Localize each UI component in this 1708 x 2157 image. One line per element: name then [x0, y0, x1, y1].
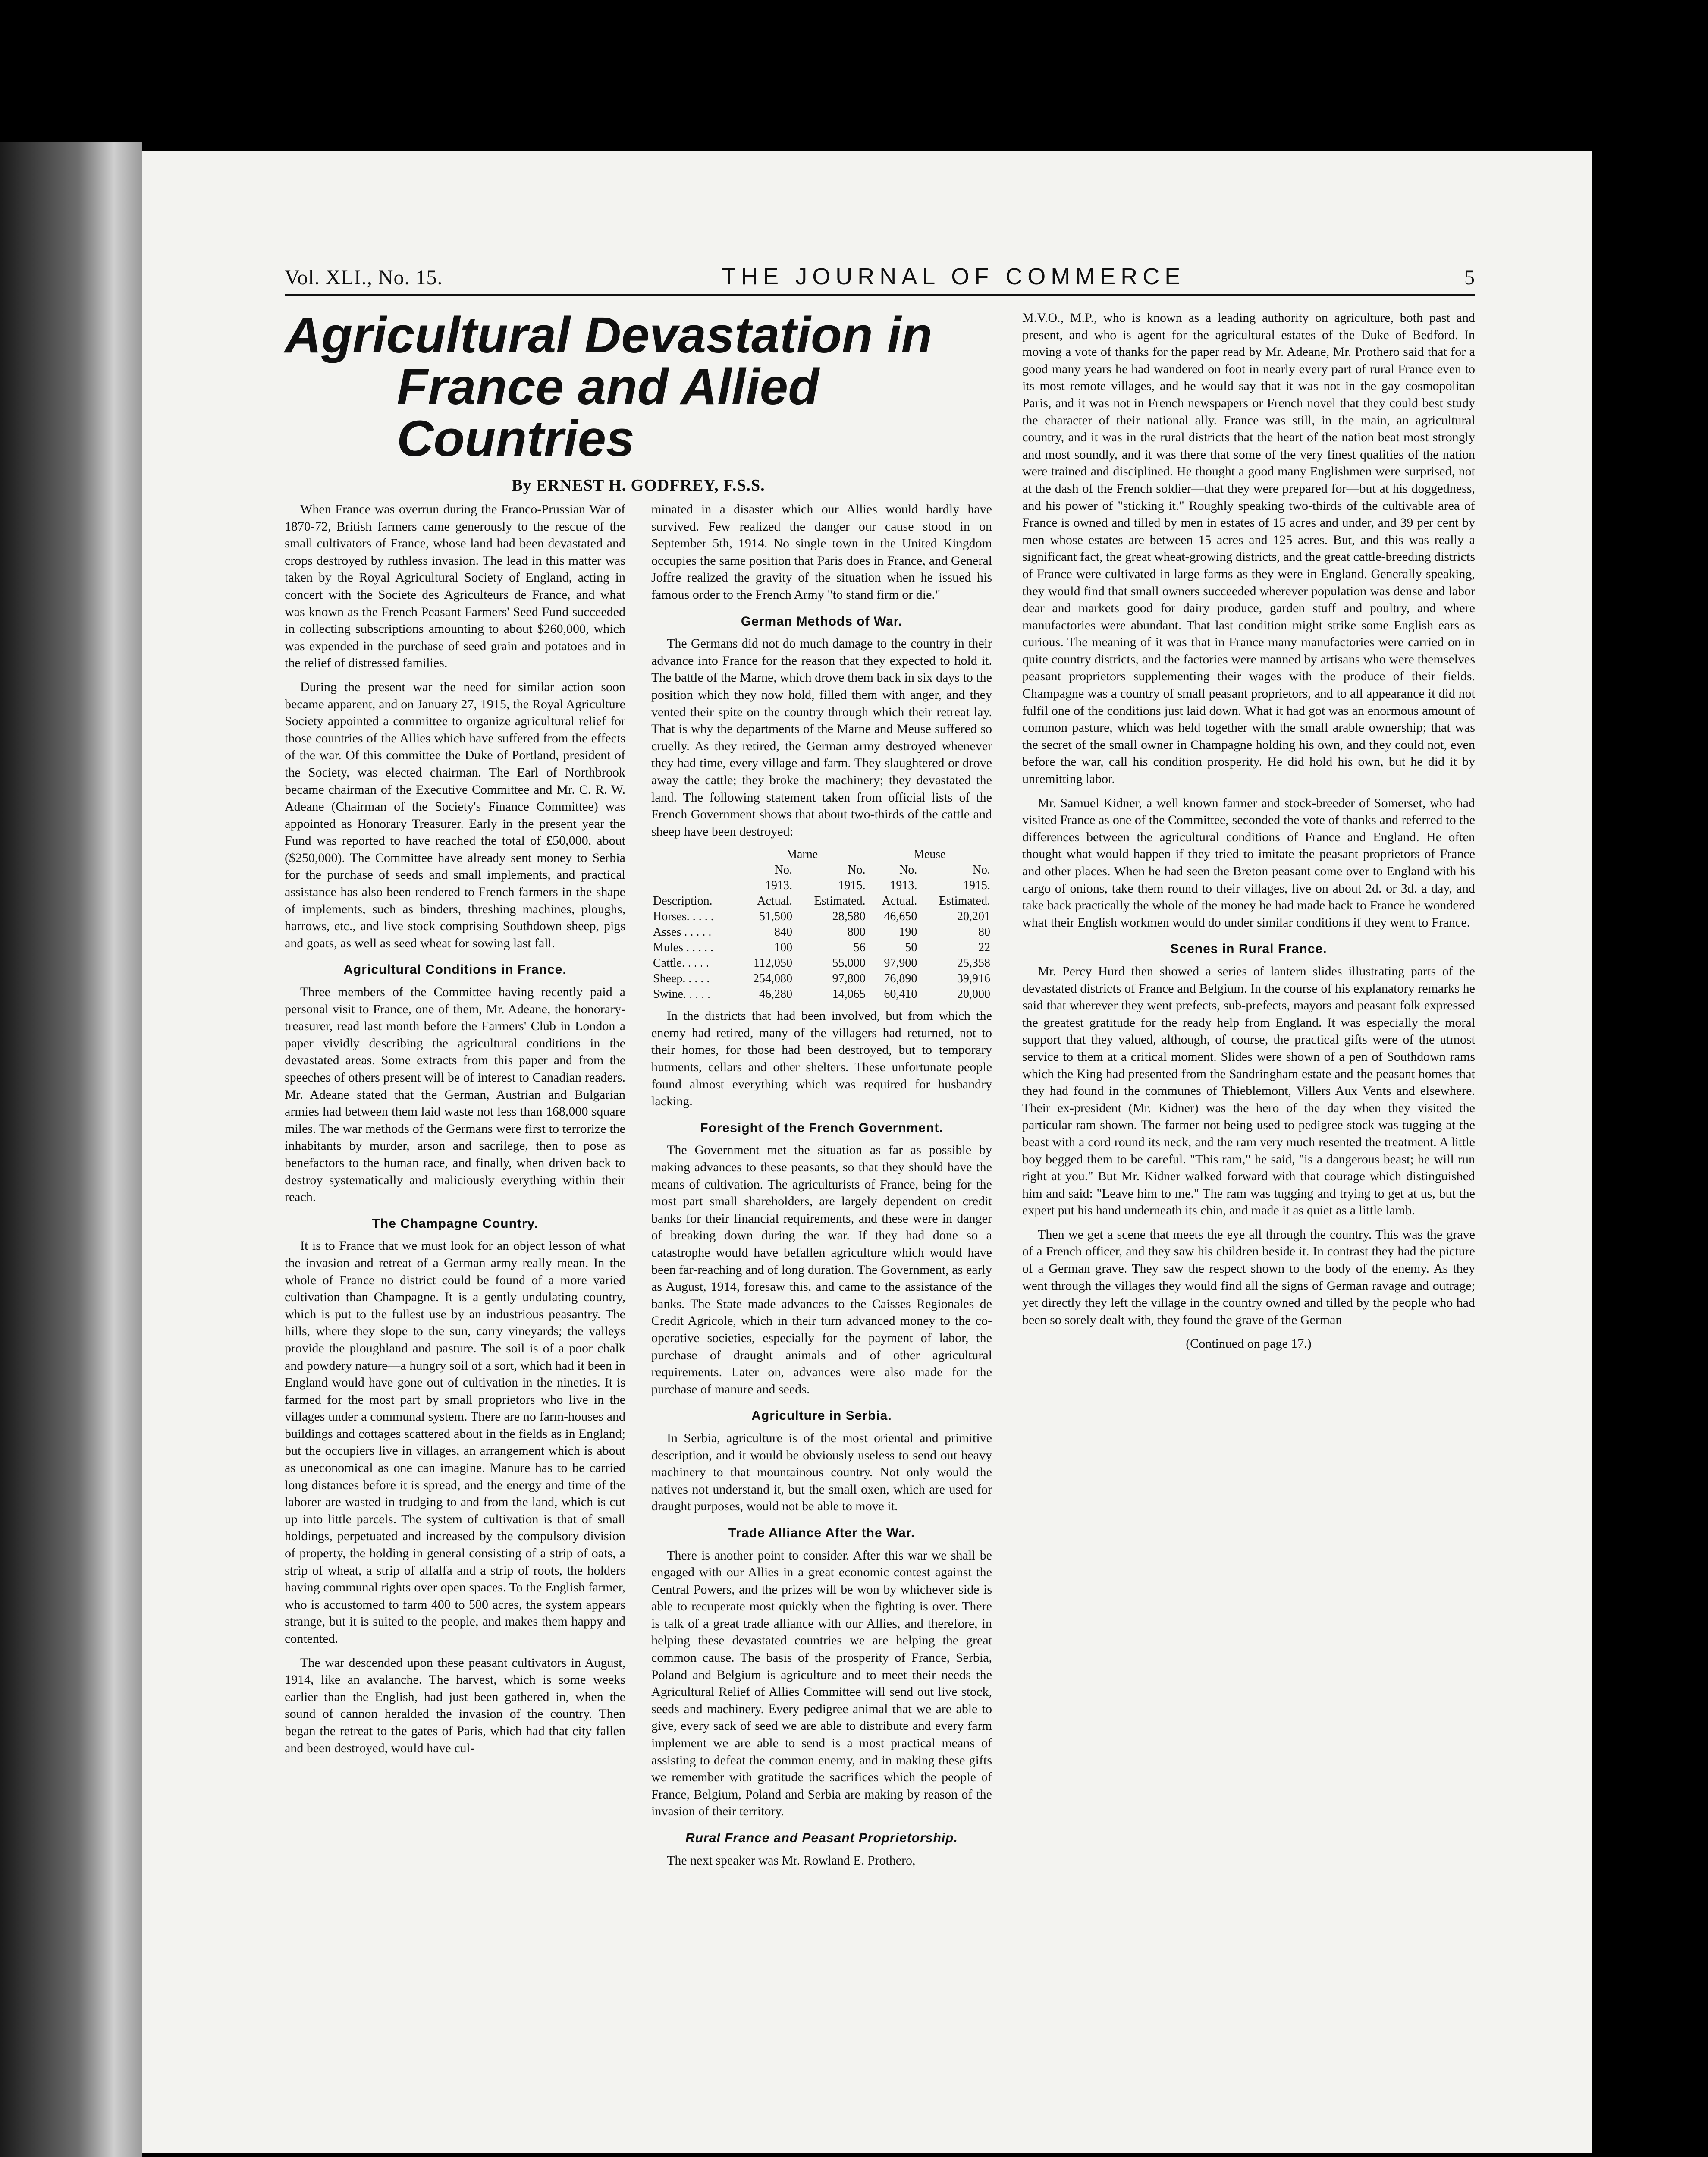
- paragraph: The Germans did not do much damage to the country in their advance into France for the reason that they expected to hold it. The battle of the Marne, which drove them back in six days to the position which they now hold, filled them with anger, and they vented their spite on the country through which their retreat lay. That is why the departments of the Marne and Meuse suffered so cruelly. As they retired, the German army destroyed whenever they had time, every village and farm. They slaughtered or drove away the cattle; they broke the machinery; they devastated the land. The following statement taken from official lists of the French Government shows that about two-thirds of the cattle and sheep have been destroyed:: [651, 636, 992, 839]
- paragraph: When France was overrun during the Franco-Prussian War of 1870-72, British farmers came generously to the rescue of the small cultivators of France, whose land had been devastated and crops destroyed by ruthless invasion. The lead in this matter was taken by the Royal Agricultural Society of England, acting in concert with the Societe des Agriculteurs de France, and what was known as the French Peasant Farmers' Seed Fund succeeded in collecting subscriptions amounting to about $260,000, which was expended in the purchase of seed grain and potatoes and in the relief of distressed families.: [285, 502, 625, 670]
- column-2: [651, 501, 992, 1876]
- paragraph: The next speaker was Mr. Rowland E. Prothero,: [667, 1853, 916, 1868]
- paragraph: In the districts that had been involved, but from which the enemy had retired, many of the villagers had returned, not to their homes, for those had been destroyed, but to temporary hutments, cellars and other shelters. These unfortunate people found almost everything which was required for husbandry lacking.: [651, 1009, 992, 1109]
- table-cell: Sheep. . . . .: [653, 972, 710, 986]
- page-header: [285, 263, 1475, 296]
- journal-title: THE JOURNAL OF COMMERCE: [722, 264, 1186, 289]
- section-heading: Rural France and Peasant Proprietorship.: [685, 1831, 958, 1845]
- table-cell: Cattle. . . . .: [653, 956, 709, 970]
- table-sub-header: No.: [899, 863, 917, 877]
- table-cell: 100: [774, 941, 792, 955]
- table-cell: Mules . . . . .: [653, 941, 713, 955]
- paragraph: Mr. Samuel Kidner, a well known farmer and stock-breeder of Somerset, who had visited France as one of the Committee, seconded the vote of thanks and referred to the differences between the agricultural conditions of France and England. He often thought what would happen if they tried to imitate the peasant proprietors of France and other places. When he had seen the Breton peasant come over to England with his cargo of onions, take them round to their villages, live on about 2d. or 3d. a day, and take back practically the whole of the money he had made back to France he wondered what their English workmen would do under similar conditions if they went to France.: [1022, 796, 1475, 930]
- table-row: [651, 956, 992, 971]
- article-headline: [285, 309, 992, 465]
- paragraph: The war descended upon these peasant cultivators in August, 1914, like an avalanche. The harvest, which is some weeks earlier than the English, had just been gathered in, when the sound of cannon heralded the invasion of the country. Then began the retreat to the gates of Paris, which had that city fallen and been destroyed, would have cul-: [285, 1655, 625, 1755]
- volume-number: Vol. XLI., No. 15.: [285, 266, 443, 289]
- paragraph: Then we get a scene that meets the eye all through the country. This was the grave of a French officer, and they saw his children beside it. In contrast they had the picture of a German grave. They saw the respect shown to the body of the enemy. As they went through the villages they would find all the signs of German ravage and outrage; yet directly they left the village in the country owned and tilled by the people who had been so sorely dealt with, they found the grave of the German: [1022, 1227, 1475, 1327]
- paragraph: There is another point to consider. After this war we shall be engaged with our Allies in a great economic contest against the Central Powers, and the prizes will be won by whichever side is able to recuperate most quickly when the fighting is over. There is talk of a great trade alliance with our Allies, and therefore, in helping these devastated countries we are helping the great common cause. The basis of the prosperity of France, Serbia, Poland and Belgium is agriculture and to meet their needs the Agricultural Relief of Allies Committee will send out live stock, seeds and machinery. Every pedigree animal that we are able to give, every sack of seed we are able to distribute and every farm implement we are able to send is a most practical means of assisting to defeat the common enemy, and in making these gifts we remember with gratitude the sacrifices which the people of France, Belgium, Poland and Serbia are making by reason of the invasion of their territory.: [651, 1548, 992, 1819]
- article-byline: By ERNEST H. GODFREY, F.S.S.: [512, 476, 765, 494]
- table-row: [651, 987, 992, 1002]
- headline-line-2: France and Allied Countries: [397, 358, 819, 467]
- paragraph: It is to France that we must look for an object lesson of what the invasion and retreat of a German army really mean. In the whole of France no district could be found of a more varied cultivation than Champagne. It is a gently undulating country, which is put to the fullest use by an industrious peasantry. The hills, where they slope to the sun, carry vineyards; the valleys provide the ploughland and pasture. The soil is of a poor chalk and powdery nature—a hungry soil of a sort, which had it been in England would have gone out of cultivation in the nineties. It is farmed for the most part by small proprietors who live in the villages under a communal system. There are no farm-houses and buildings and cottages scattered about in the fields as in England; but the occupiers live in villages, an arrangement which is about as uneconomical as one can imagine. Manure has to be carried long distances before it is spread, and the energy and time of the laborer are wasted in trudging to and from the land, which is cut up into little parcels. The system of cultivation is that of small holdings, perpetuated and increased by the compulsory division of property, the holding in general consisting of a strip of oats, a strip of wheat, a strip of alfalfa and a strip of roots, the holders having communal rights over open spaces. To the English farmer, who is accustomed to farm 400 to 500 acres, the system appears strange, but it is suited to the people, and makes them happy and contented.: [285, 1239, 625, 1646]
- continued-notice: (Continued on page 17.): [1186, 1336, 1312, 1351]
- table-group-meuse: —— Meuse ——: [886, 848, 973, 862]
- table-row: [651, 940, 992, 956]
- table-cell: 22: [978, 941, 990, 955]
- table-year: 1915.: [838, 879, 866, 893]
- table-header-estimated: Estimated.: [814, 894, 866, 908]
- table-row: [651, 909, 992, 924]
- table-cell: 97,800: [832, 972, 866, 986]
- table-cell: 56: [853, 941, 866, 955]
- section-heading: German Methods of War.: [741, 614, 903, 629]
- table-cell: 76,890: [884, 972, 917, 986]
- table-row: [651, 971, 992, 987]
- newspaper-page: [142, 151, 1592, 2153]
- table-cell: 840: [774, 925, 792, 939]
- table-year: 1915.: [963, 879, 990, 893]
- livestock-table: [651, 847, 992, 1002]
- table-cell: Horses. . . . .: [653, 910, 714, 924]
- table-cell: 97,900: [884, 956, 917, 970]
- table-year: 1913.: [765, 879, 792, 893]
- table-cell: 112,050: [754, 956, 792, 970]
- paragraph: The Government met the situation as far as possible by making advances to these peasants, so that they should have the means of cultivation. The agriculturists of France, being for the most part small shareholders, are largely dependent on credit banks for their financial requirements, and these were in danger of breaking down during the war. If they had done so a catastrophe would have befallen agriculture which would have been far-reaching and of long duration. The Government, as early as August, 1914, foresaw this, and came to the assistance of the banks. The State made advances to the Caisses Regionales de Credit Agricole, which in their turn advanced money to the co-operative societies, especially for the payment of labor, the purchase of draught animals and of other agricultural requirements. Later on, advances were also made for the purchase of manure and seeds.: [651, 1143, 992, 1396]
- table-cell: 20,201: [957, 910, 990, 924]
- column-3: [1022, 309, 1475, 1876]
- section-heading: Agriculture in Serbia.: [751, 1409, 892, 1423]
- table-cell: 25,358: [957, 956, 990, 970]
- table-header-actual: Actual.: [757, 894, 792, 908]
- section-heading: Foresight of the French Government.: [700, 1120, 943, 1135]
- table-cell: 55,000: [832, 956, 866, 970]
- table-cell: 39,916: [957, 972, 990, 986]
- section-heading: The Champagne Country.: [372, 1216, 538, 1231]
- table-cell: 80: [978, 925, 990, 939]
- headline-line-1: Agricultural Devastation in: [285, 307, 932, 364]
- column-1: [285, 501, 625, 1876]
- table-sub-header: No.: [774, 863, 792, 877]
- table-cell: 28,580: [832, 910, 866, 924]
- page-number: 5: [1464, 266, 1475, 289]
- table-cell: Asses . . . . .: [653, 925, 712, 939]
- table-header-estimated: Estimated.: [939, 894, 990, 908]
- table-cell: 46,280: [759, 987, 792, 1001]
- table-cell: 46,650: [884, 910, 917, 924]
- table-cell: 800: [847, 925, 866, 939]
- table-group-marne: —— Marne ——: [759, 848, 845, 862]
- table-header-description: Description.: [653, 894, 713, 908]
- table-cell: 51,500: [759, 910, 792, 924]
- table-cell: 50: [905, 941, 917, 955]
- table-cell: 14,065: [832, 987, 866, 1001]
- paragraph: In Serbia, agriculture is of the most oriental and primitive description, and it would be obviously useless to send out heavy machinery to that mountainous country. Not only would the natives not understand it, but the small oxen, which are used for draught purposes, would not be able to move it.: [651, 1431, 992, 1514]
- section-heading: Agricultural Conditions in France.: [343, 962, 567, 977]
- table-cell: Swine. . . . .: [653, 987, 710, 1001]
- paragraph: minated in a disaster which our Allies would hardly have survived. Few realized the danger our cause stood in on September 5th, 1914. No single town in the United Kingdom occupies the same position that Paris does in France, and General Joffre realized the gravity of the situation when he issued his famous order to the French Army "to stand firm or die.": [651, 502, 992, 602]
- paragraph: M.V.O., M.P., who is known as a leading authority on agriculture, both past and present, and who is agent for the agricultural estates of the Duke of Bedford. In moving a vote of thanks for the paper read by Mr. Adeane, Mr. Prothero said that for a good many years he had wandered on foot in nearly every part of rural France even to its most remote villages, and he would say that it was not in the gay cosmopolitan Paris, and it was not in French newspapers or French novel that they could best study the character of their national ally. France was still, in the main, an agricultural country, and it was in the rural districts that the heart of the nation beat most strongly and most soundly, and it was there that some of the very finest qualities of the nation were trained and disciplined. He thought a good many Englishmen were surprised, not at the dash of the French soldier—that they were prepared for—but at his doggedness, and his power of "sticking it." Roughly speaking two-thirds of the cultivable area of France is owned and tilled by men in estates of 15 acres and under, and 39 per cent by men whose estates are between 15 acres and 125 acres. But, and this was really a significant fact, the great wheat-growing districts, and the great cattle-breeding districts of France were cultivated in large farms as they were in England. Generally speaking, they would find that small owners succeeded wherever population was dense and labor dear and markets good for dairy produce, garden stuff and poultry, and where manufactories were abundant. That last condition might strike some English ears as curious. The meaning of it was that in France many manufactories were carried on in quite country districts, and the factories were manned by artisans who were themselves peasant proprietors supplementing their wages with the produce of their fields. Champagne was a country of small peasant proprietors, and to all appearance it did not fulfil one of the conditions just laid down. What it had got was an enormous amount of common pasture, which was held together with the small arable ownership; that was the secret of the small owner in Champagne holding his own, and they could not, even before the war, call his condition prosperity. He did hold his own, but he did it by unremitting labor.: [1022, 311, 1475, 786]
- table-cell: 60,410: [884, 987, 917, 1001]
- book-spine-shadow: [0, 142, 142, 2157]
- table-cell: 20,000: [957, 987, 990, 1001]
- paragraph: Three members of the Committee having recently paid a personal visit to France, one of them, Mr. Adeane, the honorary-treasurer, read last month before the Farmers' Club in London a paper vividly describing the agricultural conditions in the devastated areas. Some extracts from this paper and from the speeches of others present will be of interest to Canadian readers. Mr. Adeane stated that the German, Austrian and Bulgarian armies had between them laid waste not less than 168,000 square miles. The war methods of the Germans were first to terrorize the inhabitants by murder, arson and sacrilege, then to pose as benefactors to the human race, and finally, when driven back to destroy systematically and maliciously everything within their reach.: [285, 985, 625, 1204]
- table-row: [651, 924, 992, 940]
- paragraph: During the present war the need for similar action soon became apparent, and on January 27, 1915, the Royal Agriculture Society appointed a committee to organize agricultural relief for those countries of the Allies which have suffered from the effects of the war. Of this committee the Duke of Portland, president of the Society, was elected chairman. The Earl of Northbrook became chairman of the Executive Committee and Mr. C. R. W. Adeane (Chairman of the Society's Finance Committee) was appointed as Honorary Treasurer. Early in the present year the Fund was reported to have reached the total of £50,000, about ($250,000). The Committee have already sent money to Serbia for the purchase of seeds and small implements, and practical assistance has also been rendered to French farmers in the shape of implements, such as binders, threshing machines, ploughs, harrows, etc., and live stock comprising Southdown sheep, pigs and goats, as well as seed wheat for sowing last fall.: [285, 679, 625, 950]
- table-sub-header: No.: [848, 863, 866, 877]
- section-heading: Scenes in Rural France.: [1170, 942, 1327, 956]
- paragraph: Mr. Percy Hurd then showed a series of lantern slides illustrating parts of the devastated districts of France and Belgium. In the course of his explanatory remarks he said that wherever they went prefects, sub-prefects, mayors and peasant folk expressed the greatest gratitude for the ready help from England. It was especially the moral support that they valued, although, of course, the practical gifts were of the utmost service to them at a critical moment. Slides were shown of a pen of Southdown rams which the King had presented from the Sandringham estate and the peasant homes that they had found in the communes of Thieblemont, Villers Aux Vents and elsewhere. Their ex-president (Mr. Kidner) was the hero of the day when they visited the particular ram shown. The farmer not being used to pedigree stock was tugging at the beast with a cord round its neck, and the ram very much resented the treatment. A little boy begged them to be careful. "This ram," he said, "is a dangerous beast; he will run right at you." But Mr. Kidner walked forward with that courage which distinguished him and said: "Leave him to me." The ram was tugging and trying to get at us, but the expert put his hand underneath its chin, and made it as quiet as a little lamb.: [1022, 964, 1475, 1218]
- table-year: 1913.: [890, 879, 917, 893]
- table-cell: 190: [899, 925, 917, 939]
- table-cell: 254,080: [753, 972, 792, 986]
- table-header-actual: Actual.: [882, 894, 917, 908]
- table-sub-header: No.: [972, 863, 990, 877]
- section-heading: Trade Alliance After the War.: [728, 1525, 915, 1540]
